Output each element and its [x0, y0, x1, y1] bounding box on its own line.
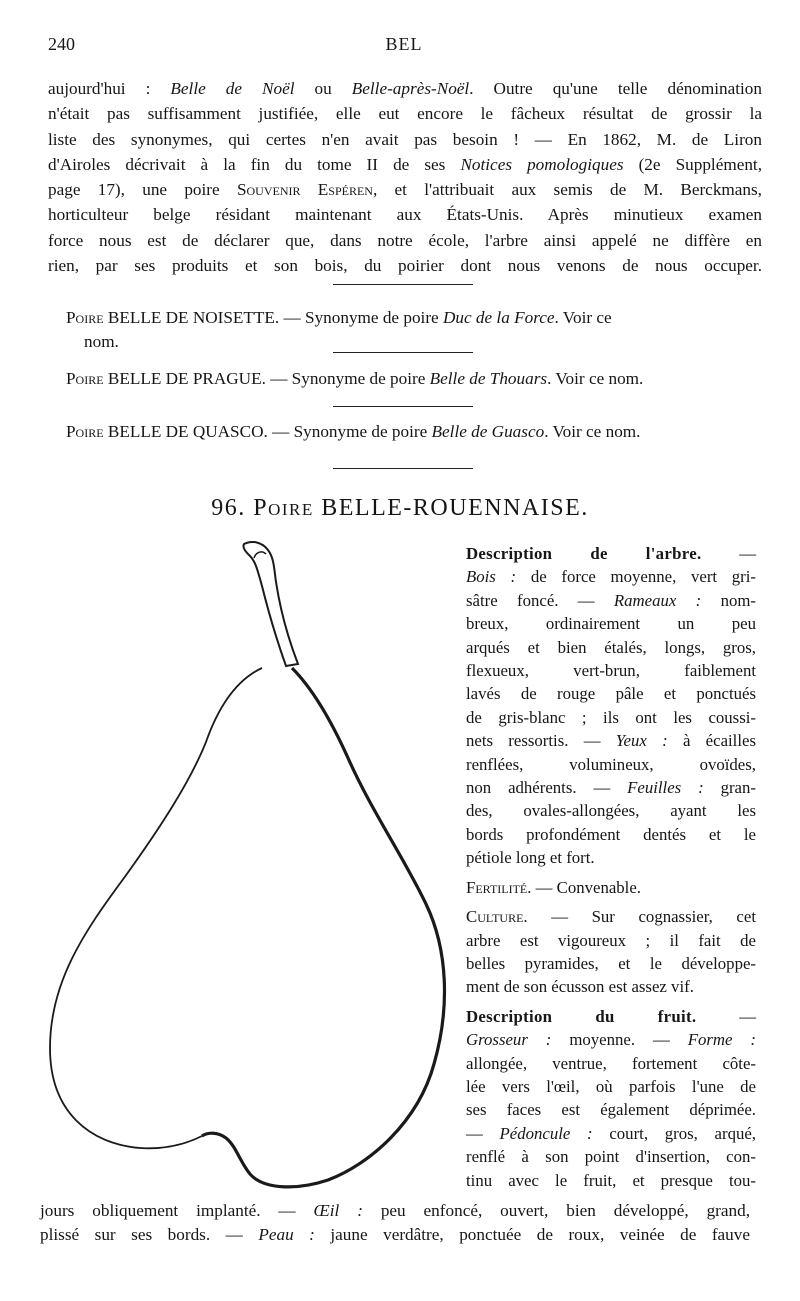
separator-rule [333, 352, 473, 353]
pear-illustration [30, 538, 460, 1198]
text-line: liste des synonymes, qui certes n'en avait pas besoin ! — En 1862, M. de Liron [48, 129, 762, 149]
text-line: Grosseur : moyenne. — Forme : [466, 1030, 756, 1050]
separator-rule [333, 468, 473, 469]
entry-line: Poire BELLE DE PRAGUE. — Synonyme de poire Belle de Thouars. Voir ce nom. [66, 369, 644, 388]
text-line: force nous est de déclarer que, dans notre école, l'arbre ainsi appelé ne diffère en [48, 230, 762, 250]
entry-line: Poire BELLE DE QUASCO. — Synonyme de poire Belle de Guasco. Voir ce nom. [66, 422, 641, 441]
text-line: page 17), une poire Souvenir Espéren, et l'attribuait aux semis de M. Berckmans, [48, 180, 762, 200]
text-line: n'était pas suffisamment justifiée, elle eut encore le fâcheux résultat de grossir la [48, 104, 762, 124]
section-number: 96. [211, 495, 246, 521]
text-line: sâtre foncé. — Rameaux : nom- [466, 590, 756, 610]
text-line: jours obliquement implanté. — Œil : peu enfoncé, ouvert, bien développé, grand, [40, 1201, 750, 1220]
separator-rule [333, 284, 473, 285]
text-line: bords profondément dentés et le [466, 824, 756, 844]
description-column [466, 542, 756, 1198]
page-number: 240 [48, 34, 75, 54]
fertility [466, 876, 756, 899]
tree-description [466, 542, 756, 870]
section-name: BELLE-ROUENNAISE. [321, 495, 589, 521]
entry-continuation: nom. [84, 332, 119, 351]
synonym-entry-noisette [66, 306, 758, 354]
text-line: aujourd'hui : Belle de Noël ou Belle-après-Noël. Outre qu'une telle dénomination [48, 79, 762, 98]
text-line: non adhérents. — Feuilles : gran- [466, 778, 756, 798]
synonym-entry-quasco [66, 420, 758, 444]
text-line: allongée, ventrue, fortement côte- [466, 1053, 756, 1073]
text-line: ment de son écusson est assez vif. [466, 977, 694, 997]
text-line: renflé à son point d'insertion, con- [466, 1147, 756, 1167]
separator-rule [333, 406, 473, 407]
text-line: — Pédoncule : court, gros, arqué, [466, 1123, 756, 1143]
text-line: breux, ordinairement un peu [466, 614, 756, 634]
pear-stem [243, 542, 298, 666]
running-head: BEL [385, 34, 423, 54]
pear-stem-detail [254, 552, 266, 558]
text-line: rien, par ses produits et son bois, du poirier dont nous venons de nous occuper. [48, 256, 762, 276]
text-line: flexueux, vert-brun, faiblement [466, 661, 756, 681]
pear-outline-right [202, 668, 444, 1187]
text-line: renflées, volumineux, ovoïdes, [466, 754, 756, 774]
text-line: horticulteur belge résidant maintenant aux États-Unis. Après minutieux examen [48, 205, 762, 225]
culture [466, 905, 756, 999]
text-line: des, ovales-allongées, ayant les [466, 801, 756, 821]
text-line: arbre est vigoureux ; il fait de [466, 930, 756, 950]
pear-outline-left [50, 668, 262, 1148]
fruit-description-heading: Description du fruit. [466, 1006, 697, 1026]
text-line: belles pyramides, et le développe- [466, 953, 756, 973]
text-line: lavés de rouge pâle et ponctués [466, 684, 756, 704]
section-title [0, 495, 800, 522]
text-line: Description de l'arbre. — [466, 544, 756, 563]
text-line: de gris-blanc ; ils ont les coussi- [466, 707, 756, 727]
text-line: arqués et bien étalés, longs, gros, [466, 637, 756, 657]
text-line: Description du fruit. — [466, 1006, 756, 1026]
intro-paragraph [48, 76, 762, 278]
text-line: d'Airoles décrivait à la fin du tome II de ses Notices pomologiques (2e Supplément, [48, 154, 763, 174]
text-line: pétiole long et fort. [466, 848, 595, 868]
fruit-description [466, 1005, 756, 1192]
text-line: ses faces est également déprimée. [466, 1100, 756, 1120]
text-line: tinu avec le fruit, et presque tou- [466, 1170, 756, 1190]
tree-description-heading: Description de l'arbre. [466, 544, 702, 563]
entry-line: Poire BELLE DE NOISETTE. — Synonyme de poire Duc de la Force. Voir ce [66, 308, 612, 327]
text-line: Culture. — Sur cognassier, cet [466, 907, 756, 927]
bottom-paragraph [40, 1199, 750, 1247]
page-header [48, 34, 760, 58]
text-line: Fertilité. — Convenable. [466, 877, 641, 897]
text-line: plissé sur ses bords. — Peau : jaune verdâtre, ponctuée de roux, veinée de fauve [40, 1225, 750, 1244]
text-line: nets ressortis. — Yeux : à écailles [466, 731, 756, 751]
text-line: Bois : de force moyenne, vert gri- [466, 567, 756, 587]
text-line: lée vers l'œil, où parfois l'une de [466, 1076, 756, 1096]
section-poire: Poire [253, 495, 314, 521]
synonym-entry-prague [66, 367, 758, 391]
